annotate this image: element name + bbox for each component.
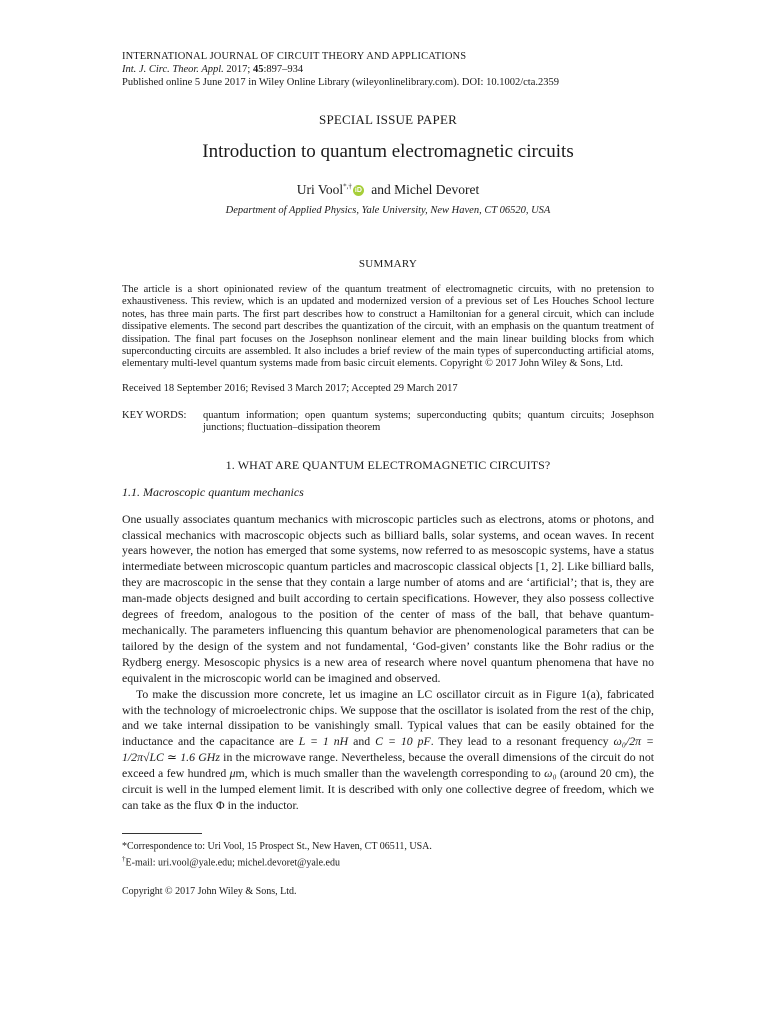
omega0-symbol: ω₀	[544, 766, 557, 781]
resonant-frequency-formula: ω₀/2π = 1/2π√LC ≃ 1.6 GHz	[122, 734, 654, 765]
paper-title: Introduction to quantum electromagnetic circuits	[202, 141, 574, 162]
footnote-correspondence: *Correspondence to: Uri Vool, 15 Prospect St., New Haven, CT 06511, USA.	[122, 840, 432, 852]
abstract-text: The article is a short opinionated review of the quantum treatment of electromagnetic circuits, with no pretension to exhaustiveness. This review, which is an updated and modernized version of a previous set of Les Houches School lecture notes, has three main parts. The first part describes how to construct a Hamiltonian for a general circuit, which can include dissipative elements. The second part describes the quantization of the circuit, with an emphasis on the quantum treatment of dissipation. The final part focuses on the Josephson nonlinear element and the main linear building blocks from which superconducting circuits are assembled. It also includes a brief review of the main types of superconducting artificial atoms, elementary multi-level quantum systems made from basic circuit elements. Copyright © 2017 John Wiley & Sons, Ltd.	[122, 284, 654, 370]
author-line	[122, 182, 654, 198]
p2-text-c: in the microwave range. Nevertheless, because the overall dimensions of the circuit do not exceed a few hundred	[122, 750, 654, 781]
footnote-email-line	[122, 853, 654, 869]
keywords-block	[122, 410, 654, 435]
footnotes	[122, 840, 654, 869]
footnote-rule	[122, 833, 202, 834]
section-heading: 1. WHAT ARE QUANTUM ELECTROMAGNETIC CIRCUITS?	[225, 457, 551, 472]
author-marks: *,†	[343, 182, 352, 191]
subsection-heading: 1.1. Macroscopic quantum mechanics	[122, 484, 304, 499]
journal-name: INTERNATIONAL JOURNAL OF CIRCUIT THEORY AND APPLICATIONS	[122, 51, 467, 62]
journal-header	[122, 50, 654, 89]
citation-line	[122, 63, 654, 76]
published-line: Published online 5 June 2017 in Wiley Online Library (wileyonlinelibrary.com). DOI: 10.1002/cta.2359	[122, 77, 559, 88]
p2-text-a: To make the discussion more concrete, let us imagine an LC oscillator circuit as in Figure 1(a), fabricated with the technology of microelectronic chips. We suppose that the oscillator is isolated from the rest of the chip, and we take internal dissipation to be vanishingly small. Typical values that can be easily obtained for the inductance and the capacitance are	[122, 686, 654, 749]
citation-year: 2017;	[226, 64, 251, 75]
affiliation: Department of Applied Physics, Yale University, New Haven, CT 06520, USA	[225, 205, 551, 216]
summary-heading: SUMMARY	[358, 258, 418, 270]
micro-symbol: μ	[229, 766, 236, 781]
author-first: Uri Vool	[296, 182, 344, 197]
footnote-email-mark: †	[122, 854, 126, 863]
citation-pages: :897–934	[263, 64, 304, 75]
inductance-value: L = 1 nH	[298, 734, 349, 749]
body-paragraph-1: One usually associates quantum mechanics with microscopic particles such as electrons, atoms or photons, and classical mechanics with macroscopic objects such as billiard balls, solar systems, and ocean waves. In recent years however, the notion has emerged that some systems, now referred to as mesoscopic systems, have a status intermediate between microscopic quantum particles and macroscopic classical objects [1, 2]. Like billiard balls, they are macroscopic in the sense that they contain a large number of atoms and are ‘artificial’; that is, they are man-made objects designed and built according to certain specifications. However, they also possess collective degrees of freedom, analogous to the position of the center of mass of the ball, that behave quantum-mechanically. The parameters influencing this quantum behavior are phenomenological parameters that can be tailored by the design of the system and not fundamental, ‘God-given’ constants like the Bohr radius or the Rydberg energy. Mesoscopic physics is a new area of research where novel quantum phenomena that have no equivalent in the microscopic world can be imagined and observed.	[122, 511, 654, 685]
p2-text-and: and	[348, 734, 376, 749]
capacitance-value: C = 10 pF	[375, 734, 431, 749]
citation-volume: 45	[252, 64, 264, 75]
p2-text-b: . They lead to a resonant frequency	[430, 734, 614, 749]
p2-text-e: (around 20 cm), the circuit is well in the lumped element limit. It is described with only one collective degree of freedom, which we can take as the flux Φ in the inductor.	[122, 766, 654, 812]
author-second: and Michel Devoret	[371, 182, 480, 197]
citation-abbrev: Int. J. Circ. Theor. Appl.	[122, 64, 224, 75]
copyright-footer: Copyright © 2017 John Wiley & Sons, Ltd.	[122, 886, 297, 898]
p2-text-d: m, which is much smaller than the wavelength corresponding to	[235, 766, 545, 781]
body-paragraph-2	[122, 687, 654, 814]
paper-page	[122, 50, 654, 897]
keywords-label: KEY WORDS:	[122, 409, 187, 421]
paper-type: SPECIAL ISSUE PAPER	[319, 112, 457, 127]
footnote-email[interactable]: E-mail: uri.vool@yale.edu; michel.devoret@yale.edu	[125, 857, 340, 869]
keywords-text: quantum information; open quantum systems; superconducting qubits; quantum circuits; Josephson junctions; fluctuation–dissipation theorem	[203, 409, 654, 434]
orcid-icon[interactable]: iD	[354, 187, 362, 194]
received-dates: Received 18 September 2016; Revised 3 March 2017; Accepted 29 March 2017	[122, 382, 458, 394]
